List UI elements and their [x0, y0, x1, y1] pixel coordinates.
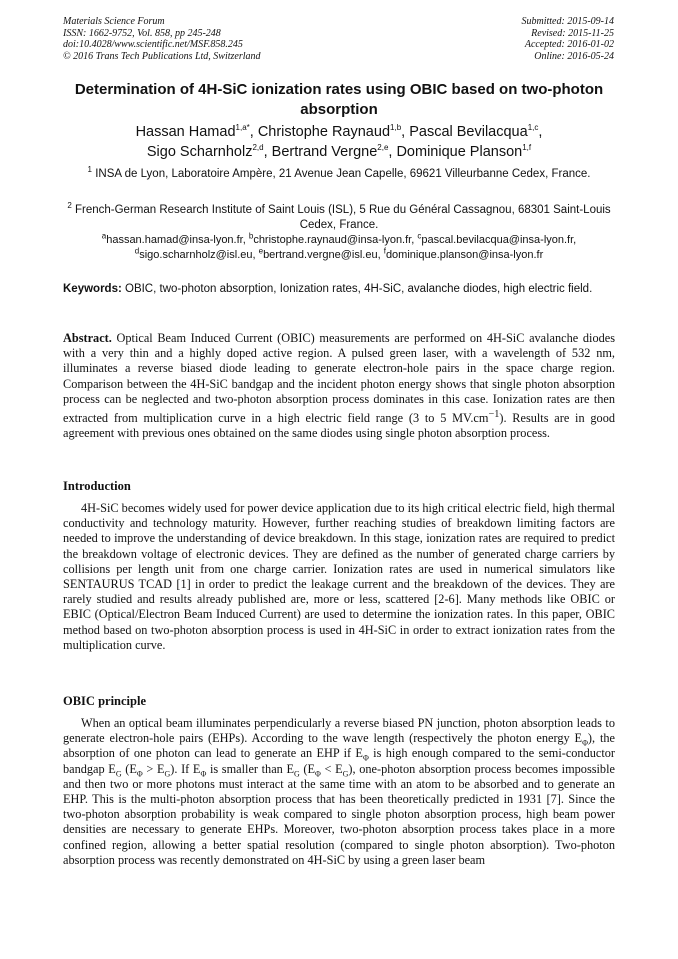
email-mark: e	[258, 245, 264, 255]
affiliation	[63, 167, 615, 182]
author-affiliation-mark: 1,b	[390, 123, 402, 133]
accepted-date: Accepted: 2016-01-02	[524, 39, 614, 50]
subscript: G	[115, 769, 122, 779]
email-link[interactable]: pascal.bevilacqua@insa-lyon.fr	[421, 234, 574, 246]
text-run: is high enough compared to the semi-conductor bandgap E	[63, 746, 615, 776]
subscript: G	[342, 769, 349, 779]
subscript: G	[164, 769, 171, 779]
email-mark: b	[248, 231, 254, 241]
obic-paragraph	[63, 716, 615, 868]
abstract-label: Abstract.	[63, 331, 112, 345]
text-run: ). If E	[170, 761, 201, 776]
keywords	[63, 282, 615, 297]
author-affiliation-mark: 1,f	[522, 143, 532, 153]
doi: doi:10.4028/www.scientific.net/MSF.858.245	[63, 39, 243, 50]
email-mark: c	[417, 231, 422, 241]
abstract-text-end: ). Results are in good agreement with previous ones obtained on the same diodes using single photon absorption process.	[63, 411, 615, 441]
author-name: Hassan Hamad	[135, 124, 236, 140]
text-run: < E	[320, 761, 343, 776]
keywords-label: Keywords:	[63, 283, 122, 295]
text-run: is smaller than E	[206, 761, 294, 776]
subscript: Φ	[315, 769, 321, 779]
text-run: (E	[121, 761, 137, 776]
abstract-text: Optical Beam Induced Current (OBIC) measurements are performed on 4H-SiC avalanche diodes with a very thin and a highly doped active region. A pulsed green laser, with a wavelength of 532 nm, illuminates a reverse biased diode leading to generate electron-hole pairs in the space charge region. Comparison between the 4H-SiC bandgap and the incident photon energy shows that single photon absorption process can be neglected and two-photon absorption process dominates in this case. Ionization rates are then extracted from multiplication curve in a high electric field range (3 to 5 MV.cm	[63, 331, 615, 426]
author-name: Christophe Raynaud	[257, 124, 391, 140]
affiliation-mark: 1	[87, 165, 92, 175]
email-link[interactable]: hassan.hamad@insa-lyon.fr	[106, 234, 243, 246]
email-link[interactable]: dominique.planson@insa-lyon.fr	[385, 248, 544, 261]
revised-date: Revised: 2015-11-25	[531, 27, 614, 39]
author-affiliation-mark: 2,e	[377, 143, 389, 153]
journal-info	[63, 16, 261, 62]
copyright: © 2016 Trans Tech Publications Ltd, Switzerland	[63, 50, 261, 62]
journal-name: Materials Science Forum	[63, 16, 165, 27]
submitted-date: Submitted: 2015-09-14	[521, 16, 614, 27]
paper-title: Determination of 4H-SiC ionization rates using OBIC based on two-photon absorption	[74, 81, 604, 118]
text-run: (E	[299, 761, 316, 776]
email-mark: f	[383, 245, 386, 255]
email-link[interactable]: bertrand.vergne@isl.eu	[263, 248, 378, 261]
abstract	[63, 331, 615, 442]
affiliation	[63, 203, 615, 232]
section-heading-obic-principle: OBIC principle	[63, 694, 146, 708]
subscript: Φ	[136, 769, 143, 779]
subscript: Φ	[582, 738, 588, 748]
author-affiliation-mark: 2,d	[252, 143, 264, 153]
introduction-paragraph: 4H-SiC becomes widely used for power device application due to its high critical electric field, high thermal conductivity and technology maturity. However, further reaching studies of breakdown limiting factors are needed to improve the understanding of device breakdown. In this stage, ionization rates are required to predict the breakdown voltage of electronic devices. They are defined as the number of generated charge carriers by collisions per length unit from one charge carrier. Ionization rates are used in numerical simulators like SENTAURUS TCAD [1] in order to predict the leakage current and the breakdown of the devices. They are rarely studied and results already published are, more or less, scattered [2-6]. Many methods like OBIC or EBIC (Optical/Electron Beam Induced Current) are used to determine the ionization rates. In this paper, OBIC method based on two-photon absorption process is used in 4H-SiC in order to extract ionization rates from the multiplication curve.	[63, 501, 615, 652]
section-heading-introduction: Introduction	[63, 479, 131, 493]
author-list: Hassan Hamad$^{1,a*}$, Christophe Raynaud$^{1,b}$, Pascal Bevilacqua$^{1,c}$, Sigo Scharnholz$^{2,d}$, Bertrand Vergne$^{2,e}$, Dominique Planson$^{1,f}$	[135, 123, 543, 160]
author-name: Pascal Bevilacqua	[409, 124, 528, 140]
unit-exponent: −1	[488, 409, 500, 421]
email-list: $^a$hassan.hamad@insa-lyon.fr, $^b$christophe.raynaud@insa-lyon.fr, $^c$pascal.bevilacqua@insa-lyon.fr, $^d$sigo.scharnholz@isl.eu, $^e$bertrand.vergne@isl.eu, $^f$dominique.planson@insa-lyon.fr	[101, 231, 577, 261]
affiliation-text: INSA de Lyon, Laboratoire Ampère, 21 Avenue Jean Capelle, 69621 Villeurbanne Cedex, France.	[95, 168, 591, 180]
email-link[interactable]: christophe.raynaud@insa-lyon.fr	[253, 234, 412, 246]
online-date: Online: 2016-05-24	[534, 50, 614, 62]
keywords-text: OBIC, two-photon absorption, Ionization rates, 4H-SiC, avalanche diodes, high electric field.	[125, 283, 593, 295]
email-mark: a	[101, 231, 107, 241]
affiliation-text: French-German Research Institute of Saint Louis (ISL), 5 Rue du Général Cassagnou, 68301 Saint-Louis Cedex, France.	[74, 204, 611, 231]
affiliation-mark: 2	[67, 201, 72, 211]
subscript: Φ	[362, 753, 369, 763]
text-run: ), the absorption of one photon can lead to generate an EHP if E	[63, 731, 615, 761]
author-name: Bertrand Vergne	[271, 144, 378, 160]
subscript: G	[293, 769, 300, 779]
text-run: When an optical beam illuminates perpendicularly a reverse biased PN junction, photon absorption leads to generate electron-hole pairs (EHPs). According to the wave length (respectively the photon energy E	[63, 716, 615, 746]
issn: ISSN: 1662-9752, Vol. 858, pp 245-248	[63, 27, 221, 39]
text-run: ), one-photon absorption process becomes impossible and then two or more photons must interact at the same time with an atom to be absorbed and to generate an EHP. This is the multi-photon absorption process that has been theoretically predicted in 1931 [7]. Since the two-photon absorption probability is weak compared to single photon absorption process, high beam power densities are necessary to generate EHPs. Moreover, two-photon absorption process takes place in a more confined region, allowing a better spatial resolution (compared to single photon absorption). Two-photon absorption process was recently demonstrated on 4H-SiC by using a green laser beam	[63, 761, 615, 867]
email-link[interactable]: sigo.scharnholz@isl.eu	[139, 248, 253, 261]
email-mark: d	[134, 245, 140, 255]
author-name: Dominique Planson	[396, 144, 523, 160]
author-name: Sigo Scharnholz	[146, 144, 253, 160]
publication-dates	[522, 16, 615, 62]
text-run: > E	[142, 761, 165, 776]
author-affiliation-mark: 1,a*	[235, 123, 250, 133]
author-affiliation-mark: 1,c	[527, 123, 539, 133]
subscript: Φ	[200, 769, 207, 779]
